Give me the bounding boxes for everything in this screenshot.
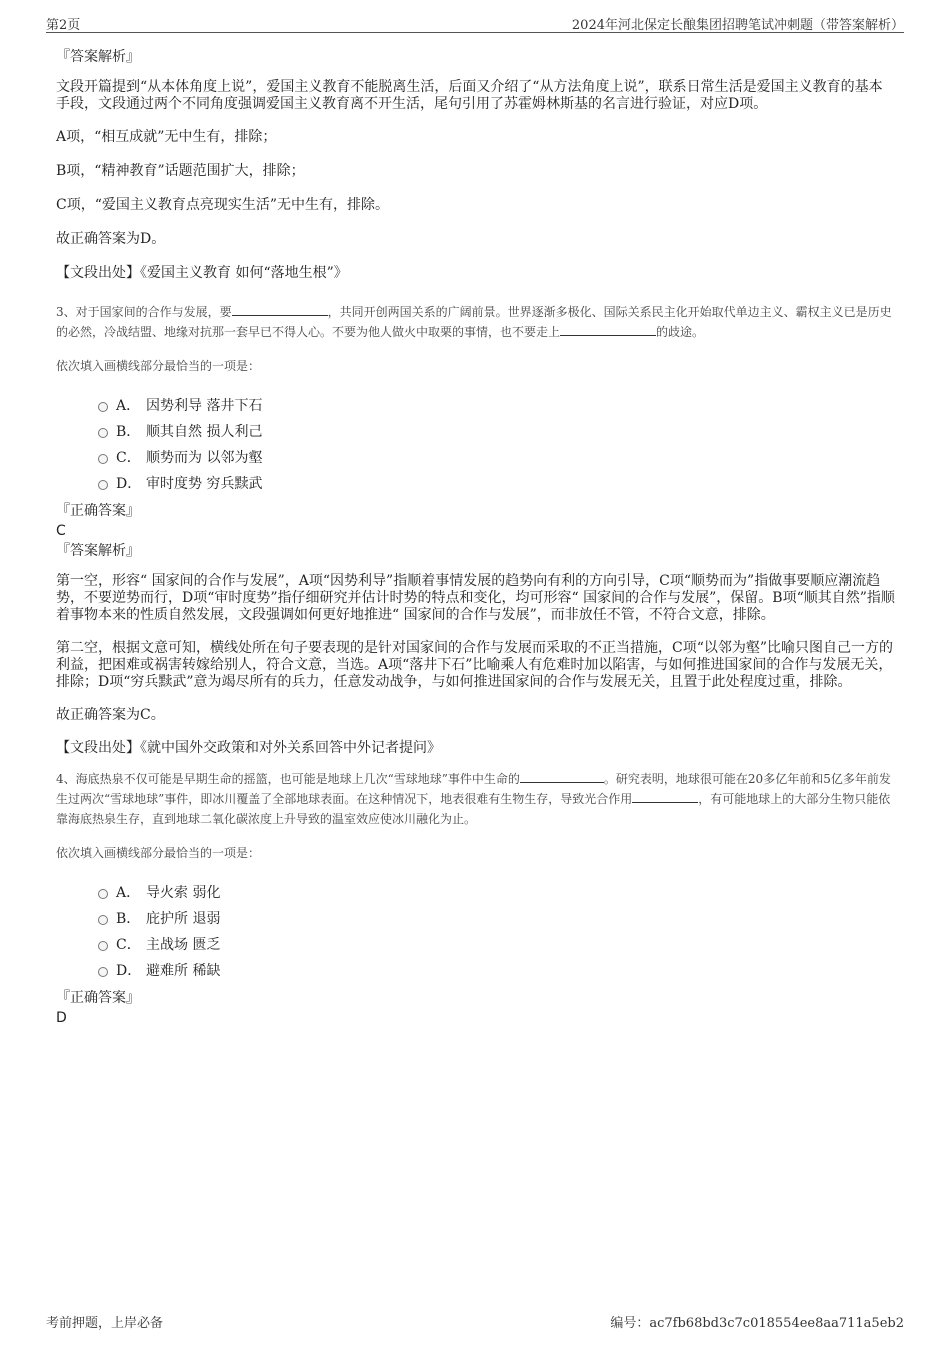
radio-icon[interactable] [98,480,108,490]
q3-analysis-label: 『答案解析』 [56,543,140,559]
q4-blank-1 [520,770,604,783]
q3-analysis-paragraph-2: 第二空，根据文意可知，横线处所在句子要表现的是针对国家间的合作与发展而采取的不正当措施，C项“以邻为壑”比喻只图自己一方的利益，把困难或祸害转嫁给别人，符合文意，当选。A项“落井下石”比喻乘人有危难时加以陷害，与如何推进国家间的合作与发展无关，排除；D项“穷兵黩武”意为竭尽所有的兵力，任意发动战争，与如何推进国家间的合作与发展无关，且置于此处程度过重，排除。 [56,640,894,690]
q3-blank-2 [560,323,656,336]
q3-option-b[interactable]: B． 顺其自然 损人利己 [56,419,896,445]
q3-blank-1 [232,303,328,316]
q3-option-d[interactable]: D． 审时度势 穷兵黩武 [56,471,896,497]
q2-analysis-paragraph: 文段开篇提到“从本体角度上说”，爱国主义教育不能脱离生活，后面又介绍了“从方法角度上说”，联系日常生活是爱国主义教育的基本手段，文段通过两个不同角度强调爱国主义教育离不开生活，尾句引用了苏霍姆林斯基的名言进行验证，对应D项。 [56,79,883,112]
radio-icon[interactable] [98,915,108,925]
q4-prompt: 依次填入画横线部分最恰当的一项是： [56,846,261,860]
q2-analysis-label: 『答案解析』 [56,49,140,65]
q3-stem: 3、对于国家间的合作与发展，要 ，共同开创两国关系的广阔前景。世界逐渐多极化、国际关系民主化开始取代单边主义、霸权主义已是历史的必然，冷战结盟、地缘对抗那一套早已不得人心。不要为他人做火中取栗的事情，也不要走上 的歧途。 [56,305,892,339]
q4-blank-2 [632,790,698,803]
q4-answer-label: 『正确答案』 [56,990,140,1006]
footer-slogan: 考前押题，上岸必备 [46,1316,164,1331]
radio-icon[interactable] [98,454,108,464]
radio-icon[interactable] [98,889,108,899]
q3-source: 【文段出处】《就中国外交政策和对外关系回答中外记者提问》 [56,740,441,756]
q4-option-a[interactable]: A． 导火索 弱化 [56,880,896,906]
q3-answer-label: 『正确答案』 [56,503,140,519]
q2-conclusion: 故正确答案为D。 [56,231,166,247]
q4-options [56,880,896,984]
q3-analysis-paragraph-1: 第一空，形容“ 国家间的合作与发展”，A项“因势利导”指顺着事情发展的趋势向有利的方向引导，C项“顺势而为”指做事要顺应潮流趋势，不要逆势而行，D项“审时度势”指仔细研究并估计时势的特点和变化，均可形容“ 国家间的合作与发展”，保留。B项“顺其自然”指顺着事物本来的性质自然发展，文段强调如何更好地推进“ 国家间的合作与发展”，而非放任不管，不符合文意，排除。 [56,573,895,623]
document-content [56,40,896,1027]
q3-option-a[interactable]: A． 因势利导 落井下石 [56,393,896,419]
q3-option-c[interactable]: C． 顺势而为 以邻为壑 [56,445,896,471]
q4-option-c[interactable]: C． 主战场 匮乏 [56,932,896,958]
q3-conclusion: 故正确答案为C。 [56,707,165,723]
page-number: 第2页 [46,18,81,33]
q2-option-b-analysis: B项，“精神教育”话题范围扩大，排除； [56,163,305,179]
document-code: 编号：ac7fb68bd3c7c018554ee8aa711a5eb2 [610,1316,904,1331]
q4-option-d[interactable]: D． 避难所 稀缺 [56,958,896,984]
q3-options [56,393,896,497]
q3-prompt: 依次填入画横线部分最恰当的一项是： [56,359,261,373]
q2-option-a-analysis: A项，“相互成就”无中生有，排除； [56,129,277,145]
q2-option-c-analysis: C项，“爱国主义教育点亮现实生活”无中生有，排除。 [56,197,390,213]
q4-stem: 4、海底热泉不仅可能是早期生命的摇篮，也可能是地球上几次“雪球地球”事件中生命的 。研究表明，地球很可能在20多亿年前和5亿多年前发生过两次“雪球地球”事件，即冰川覆盖了全部地球表面。在这种情况下，地表很难有生物生存，导致光合作用 ，有可能地球上的大部分生物只能依靠海底热泉生存，直到地球二氧化碳浓度上升导致的温室效应使冰川融化为止。 [56,772,891,826]
q2-source: 【文段出处】《爱国主义教育 如何“落地生根”》 [56,265,348,281]
radio-icon[interactable] [98,941,108,951]
radio-icon[interactable] [98,428,108,438]
document-title: 2024年河北保定长酿集团招聘笔试冲刺题（带答案解析） [571,18,904,33]
q4-answer: D [56,1010,67,1026]
page-header [46,12,904,33]
q3-answer: C [56,523,66,539]
radio-icon[interactable] [98,967,108,977]
q4-option-b[interactable]: B． 庇护所 退弱 [56,906,896,932]
radio-icon[interactable] [98,402,108,412]
